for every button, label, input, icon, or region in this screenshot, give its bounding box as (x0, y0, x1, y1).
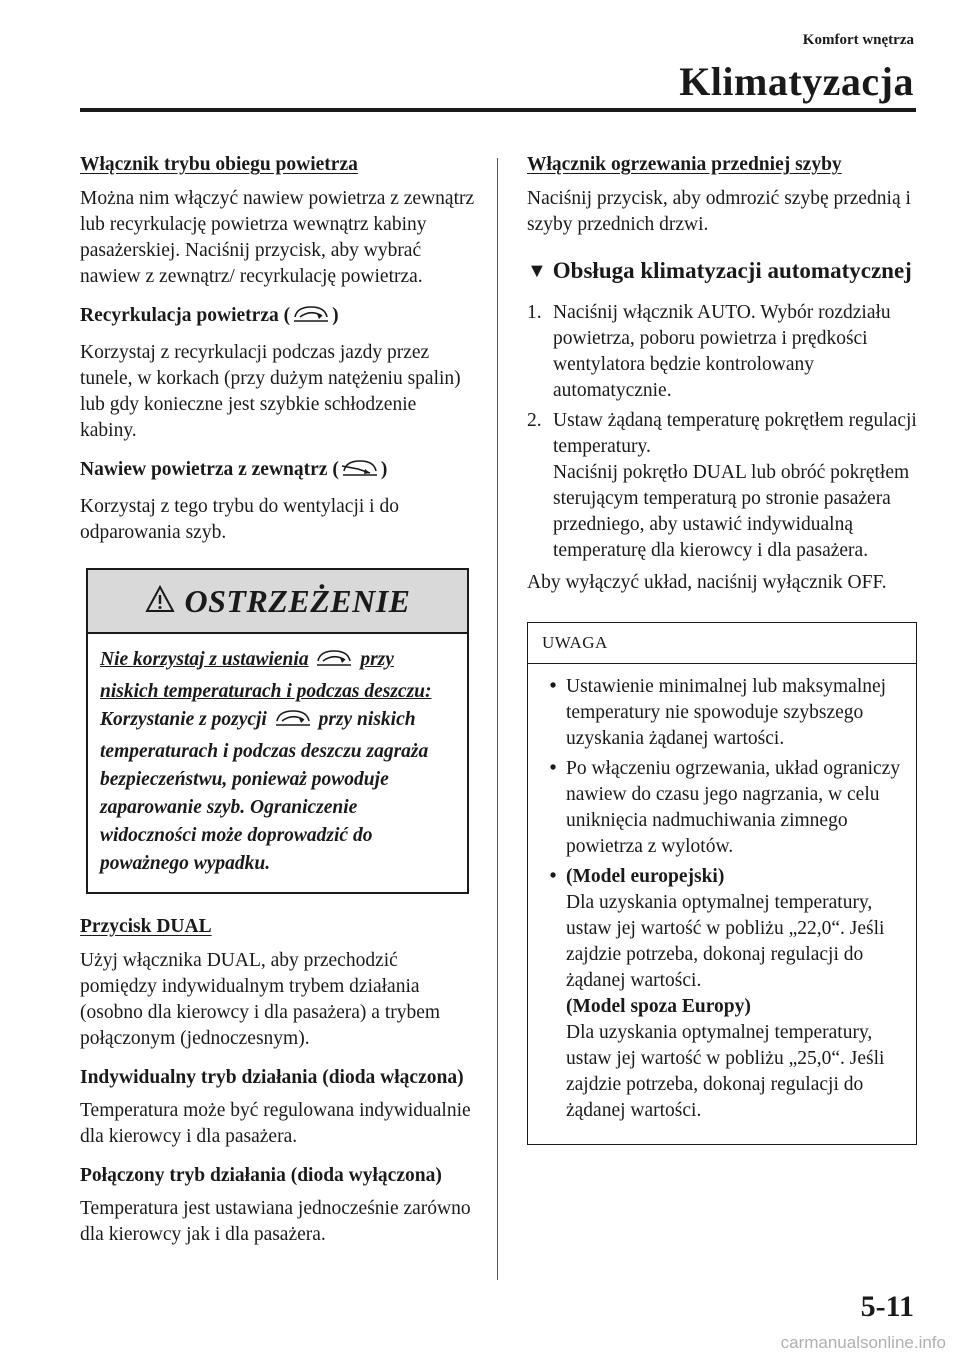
dual-text: Użyj włącznika DUAL, aby przechodzić pomiędzy indywidualnym trybem działania (osobno dla kierowcy i dla pasażera) a trybem połączonym (jednoczesnym). (80, 950, 441, 1049)
list-item (540, 674, 904, 752)
step-number: 1. (527, 302, 542, 323)
recirculation-text: Korzystaj z recyrkulacji podczas jazdy przez tunele, w korkach (przy dużym natężeniu spalin) lub gdy konieczne jest szybkie schłodzenie kabiny. (80, 342, 461, 441)
step-number: 2. (527, 410, 542, 431)
bullet-icon: • (549, 866, 557, 887)
step-text: Ustaw żądaną temperaturę pokrętłem regulacji temperatury. (553, 410, 917, 457)
header-rule (80, 108, 916, 112)
section-marker-icon: ▼ (527, 260, 547, 282)
list-item (540, 864, 904, 1124)
header-section: Komfort wnętrza (802, 32, 914, 48)
outside-air-heading-close: ) (380, 459, 388, 480)
auto-section-title: Obsługa klimatyzacji automatycznej (552, 258, 912, 283)
warning-header (88, 570, 467, 634)
combined-mode-heading: Połączony tryb działania (dioda wyłączona) (80, 1165, 442, 1186)
defroster-heading: Włącznik ogrzewania przedniej szyby (527, 154, 842, 175)
outside-air-heading-text: Nawiew powietrza z zewnątrz ( (80, 459, 339, 480)
bullet-icon: • (549, 676, 557, 697)
warning-lead-2: przy niskich temperaturach i podczas deszczu: (100, 649, 432, 702)
recirculation-heading-close: ) (332, 305, 339, 326)
page-title: Klimatyzacja (679, 59, 914, 104)
warning-box (86, 568, 469, 894)
note-title: UWAGA (528, 623, 916, 664)
step-body (553, 408, 917, 564)
page-number: 5-11 (860, 1290, 914, 1323)
step-text: Naciśnij włącznik AUTO. Wybór rozdziału powietrza, poboru powietrza i prędkości wentylatora będzie kontrolowany automatycznie. (553, 302, 891, 401)
off-text: Aby wyłączyć układ, naciśnij wyłącznik OFF. (527, 572, 887, 593)
dual-heading: Przycisk DUAL (80, 916, 212, 937)
individual-mode-heading: Indywidualny tryb działania (dioda włączona) (80, 1067, 464, 1088)
recirculation-icon (291, 303, 331, 333)
warning-body (88, 634, 467, 892)
left-column (80, 150, 475, 1260)
recirculation-icon (273, 707, 313, 738)
list-item (540, 756, 904, 860)
warning-title: OSTRZEŻENIE (184, 582, 411, 619)
step-text-extra: Naciśnij pokrętło DUAL lub obróć pokrętłem sterującym temperaturą po stronie pasażera przedniego, aby ustawić indywidualną temperaturę dla kierowcy i dla pasażera. (553, 462, 910, 561)
auto-section-heading (527, 256, 917, 286)
right-column (527, 150, 917, 1145)
warning-text-2: przy niskich temperaturach i podczas deszczu zagraża bezpieczeństwu, ponieważ powoduje zaparowanie szyb. Ograniczenie widoczności może doprowadzić do poważnego wypadku. (100, 709, 429, 874)
recirculation-heading (80, 302, 475, 333)
bullet-icon: • (549, 758, 557, 779)
note-body (528, 664, 916, 1144)
column-divider (497, 158, 498, 1280)
outside-air-icon (340, 457, 380, 487)
note-text: Po włączeniu ogrzewania, układ ograniczy nawiew do czasu jego nagrzania, w celu uniknięcia nadmuchiwania zimnego powietrza z wylotów. (566, 758, 901, 857)
recirculation-heading-text: Recyrkulacja powietrza ( (80, 305, 291, 326)
model-eu-text: Dla uzyskania optymalnej temperatury, ustaw jej wartość w pobliżu „22,0“. Jeśli zajdzie potrzeba, dokonaj regulacji do żądanej wartości. (566, 892, 885, 991)
note-box (527, 622, 917, 1145)
outside-air-text: Korzystaj z tego trybu do wentylacji i do odparowania szyb. (80, 496, 399, 543)
defroster-text: Naciśnij przycisk, aby odmrozić szybę przednią i szyby przednich drzwi. (527, 188, 911, 235)
air-intake-heading: Włącznik trybu obiegu powietrza (80, 154, 358, 175)
note-text: Ustawienie minimalnej lub maksymalnej temperatury nie spowoduje szybszego uzyskania żądanej wartości. (566, 676, 887, 749)
watermark: carmanualsonline.info (780, 1333, 946, 1352)
warning-triangle-icon (145, 585, 175, 618)
air-intake-text: Można nim włączyć nawiew powietrza z zewnątrz lub recyrkulację powietrza wewnątrz kabiny pasażerskiej. Naciśnij przycisk, aby wybrać nawiew z zewnątrz/ recyrkulację powietrza. (80, 188, 475, 287)
warning-lead-1: Nie korzystaj z ustawienia (100, 649, 309, 670)
model-non-eu-label: (Model spoza Europy) (566, 996, 751, 1017)
model-eu-label: (Model europejski) (566, 866, 725, 887)
individual-mode-text: Temperatura może być regulowana indywidualnie dla kierowcy i dla pasażera. (80, 1100, 471, 1147)
list-item (527, 408, 917, 564)
combined-mode-text: Temperatura jest ustawiana jednocześnie zarówno dla kierowcy jak i dla pasażera. (80, 1198, 471, 1245)
model-non-eu-text: Dla uzyskania optymalnej temperatury, ustaw jej wartość w pobliżu „25,0“. Jeśli zajdzie potrzeba, dokonaj regulacji do żądanej wartości. (566, 1022, 885, 1121)
steps-list (527, 300, 917, 564)
warning-text-1: Korzystanie z pozycji (100, 709, 267, 730)
note-list (540, 674, 904, 1124)
note-item-body (566, 864, 904, 1124)
outside-air-heading (80, 456, 475, 487)
recirculation-icon (314, 647, 354, 678)
list-item (527, 300, 917, 404)
